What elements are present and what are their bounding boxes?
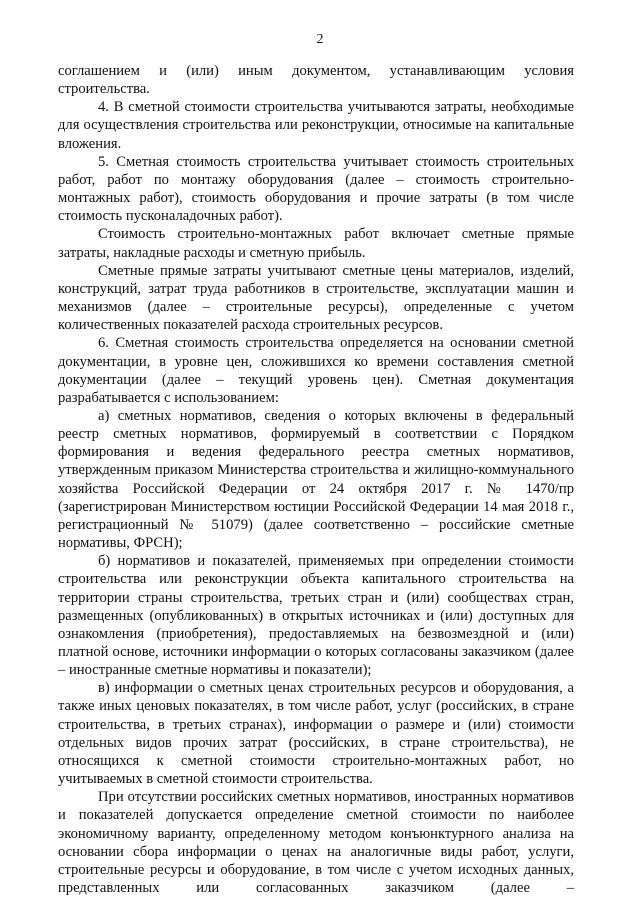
paragraph-item-6: 6. Сметная стоимость строительства определяется на основании сметной документации, в уровне цен, сложившихся ко времени составления сметной документации (далее – текущий уровень цен). Сметная документация разрабатывается с использованием: <box>58 335 574 406</box>
paragraph-item-6-b: б) нормативов и показателей, применяемых при определении стоимости строительства или реконструкции объекта капитального строительства на территории страны строительства, третьих стран и (или) сообществах стран, размещенных (опубликованных) в открытых источниках и (или) доступных для ознакомления (приобретения), предоставляемых на безвозмездной и (или) платной основе, источники информации о которых согласованы заказчиком (далее – иностранные сметные нормативы и показатели); <box>58 553 574 679</box>
paragraph-absence-of-norms: При отсутствии российских сметных нормативов, иностранных нормативов и показателей допускается определение сметной стоимости по наиболее экономичному варианту, определенному методом конъюнктурного анализа на основании сбора информации о ценах на аналогичные виды работ, услуги, строительные ресурсы и оборудование, в том числе с учетом исходных данных, представленных или согласованных заказчиком (далее – <box>58 789 574 897</box>
paragraph-item-6-a: а) сметных нормативов, сведения о которых включены в федеральный реестр сметных нормативов, формируемый в соответствии с Порядком формирования и ведения федерального реестра сметных нормативов, утвержденным приказом Министерства строительства и жилищно-коммунального хозяйства Российской Федерации от 24 октября 2017 г. № 1470/пр (зарегистрирован Министерством юстиции Российской Федерации 14 мая 2018 г., регистрационный № 51079) (далее соответственно – российские сметные нормативы, ФРСН); <box>58 407 574 552</box>
paragraph-item-4: 4. В сметной стоимости строительства учитываются затраты, необходимые для осуществления строительства или реконструкции, относимые на капитальные вложения. <box>58 99 574 152</box>
paragraph-item-6-c: в) информации о сметных ценах строительных ресурсов и оборудования, а также иных ценовых показателях, в том числе работ, услуг (российских, в стране строительства, в третьих странах), информации о размере и (или) стоимости отдельных видов прочих затрат (российских, в стране строительства), не относящихся к сметной стоимости строительно-монтажных работ, но учитываемых в сметной стоимости строительства. <box>58 680 574 788</box>
paragraph-continuation: соглашением и (или) иным документом, устанавливающим условия строительства. <box>58 63 574 98</box>
body-text <box>58 62 574 897</box>
paragraph-direct-costs: Сметные прямые затраты учитывают сметные цены материалов, изделий, конструкций, затрат труда работников в строительстве, эксплуатации машин и механизмов (далее – строительные ресурсы), определенные с учетом количественных показателей расхода строительных ресурсов. <box>58 262 574 334</box>
page-number: 2 <box>316 32 324 47</box>
paragraph-item-5: 5. Сметная стоимость строительства учитывает стоимость строительных работ, работ по монтажу оборудования (далее – стоимость строительно-монтажных работ), стоимость оборудования и прочие затраты (в том числе стоимость пусконаладочных работ). <box>58 153 574 225</box>
paragraph-construction-cost: Стоимость строительно-монтажных работ включает сметные прямые затраты, накладные расходы и сметную прибыль. <box>58 226 574 261</box>
